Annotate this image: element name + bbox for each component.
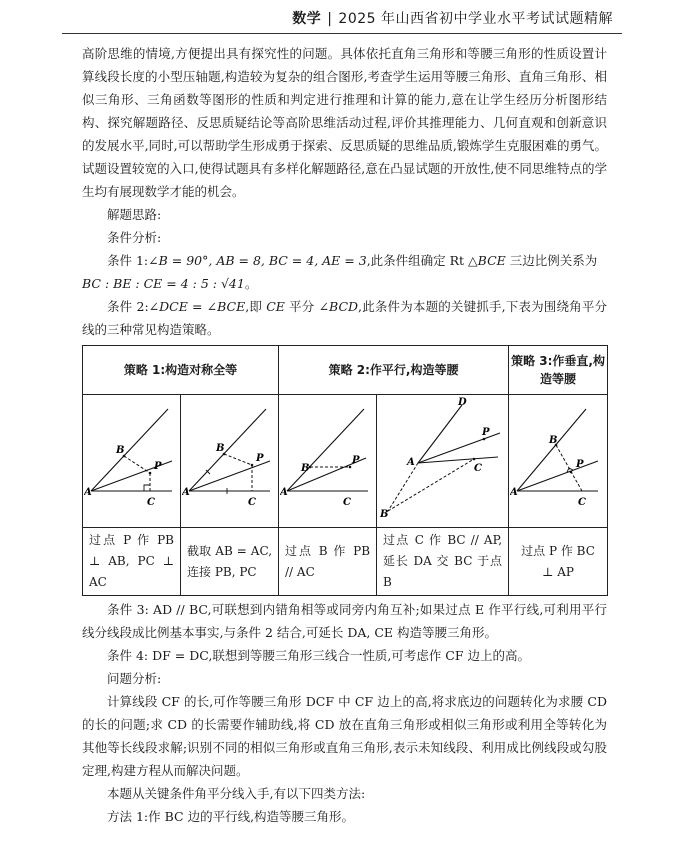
fig3-label-c: C [342, 497, 351, 508]
strategy-3-header: 策略 3:作垂直,构造等腰 [509, 346, 608, 395]
caption-3: 过点 B 作 PB // AC [279, 528, 377, 596]
fig1-label-b: B [115, 445, 124, 456]
strategy-caption-row [83, 528, 608, 596]
figure-3-diagram [280, 395, 376, 519]
condition-1-end: 。 [244, 276, 258, 291]
condition-1-triangle: BCE [477, 253, 506, 268]
strategy-1-header: 策略 1:构造对称全等 [83, 346, 279, 395]
fig2-label-a: A [181, 487, 190, 498]
figure-2-diagram [182, 395, 278, 519]
fig4-label-b: B [379, 509, 388, 519]
condition-3: 条件 3: AD // BC,可联想到内错角相等或同旁内角互补;如果过点 E 作平行线,可利用平行线分线段成比例基本事实,与条件 2 结合,可延长 DA, CE 构造等腰三角形。 [82, 602, 607, 640]
problem-analysis-paragraph: 计算线段 CF 的长,可作等腰三角形 DCF 中 CF 边上的高,将求底边的问题转化为求腰 CD 的长的问题;求 CD 的长需要作辅助线,将 CD 放在直角三角形或相似三角形或利用全等转化为其他等长线段求解;识别不同的相似三角形或直角三角形,表示未知线段、利用成比例线段或勾股定理,构建方程从而解决问题。 [82, 694, 607, 778]
figure-2-cell [181, 395, 279, 528]
fig2-label-p: P [255, 453, 264, 464]
page-header [0, 0, 683, 34]
figure-5-cell [509, 395, 608, 528]
condition-2-ce: CE [266, 299, 285, 314]
condition-2-lead: 条件 2: [107, 299, 149, 314]
fig1-label-p: P [153, 461, 162, 472]
condition-1-mid: ,此条件组确定 Rt △ [366, 253, 478, 268]
header-title [292, 8, 613, 28]
heading-problem-analysis: 问题分析: [107, 671, 162, 686]
header-rule [62, 33, 622, 34]
caption-5: 过点 P 作 BC ⊥ AP [509, 528, 608, 596]
condition-2 [82, 295, 607, 341]
methods-intro: 本题从关键条件角平分线入手,有以下四类方法: [107, 786, 366, 801]
fig4-label-c: C [473, 463, 482, 474]
fig5-label-a: A [510, 487, 518, 498]
header-book-title: 2025 年山西省初中学业水平考试试题精解 [338, 11, 613, 27]
condition-2-tail: ,此条件为本题的关键抓手,下表为围绕角平分线的三种常见构造策略。 [82, 299, 608, 337]
figure-5-diagram [510, 395, 606, 519]
heading-condition-analysis: 条件分析: [107, 230, 162, 245]
condition-2-mid2: 平分 [284, 299, 319, 314]
fig5-label-c: C [578, 497, 586, 508]
page-content [82, 42, 607, 828]
header-subject: 数学 [292, 11, 322, 27]
condition-1-ratio: BC : BE : CE = 4 : 5 : √41 [82, 276, 245, 291]
caption-1: 过点 P 作 PB ⊥ AB, PC ⊥ AC [83, 528, 181, 596]
condition-2-formula: ∠DCE = ∠BCE [148, 299, 246, 314]
fig3-label-b: B [300, 463, 309, 474]
figure-1-diagram [84, 395, 180, 519]
condition-1 [82, 249, 607, 295]
fig1-label-c: C [146, 497, 155, 508]
fig2-label-c: C [247, 497, 256, 508]
condition-1-formula: ∠B = 90°, AB = 8, BC = 4, AE = 3 [148, 253, 367, 268]
figure-1-cell [83, 395, 181, 528]
fig1-label-a: A [83, 487, 92, 498]
condition-4: 条件 4: DF = DC,联想到等腰三角形三线合一性质,可考虑作 CF 边上的高。 [107, 648, 530, 663]
fig5-label-b: B [549, 435, 558, 446]
caption-4: 过点 C 作 BC // AP,延长 DA 交 BC 于点 B [377, 528, 509, 596]
method-1: 方法 1:作 BC 边的平行线,构造等腰三角形。 [107, 809, 355, 824]
fig4-label-d: D [457, 397, 467, 408]
fig4-label-a: A [406, 457, 415, 468]
header-separator: | [327, 11, 333, 27]
heading-solution-idea: 解题思路: [107, 207, 162, 222]
fig5-label-p: P [576, 459, 584, 470]
condition-1-tail: 三边比例关系为 [505, 253, 598, 268]
condition-1-lead: 条件 1: [107, 253, 149, 268]
figure-3-cell [279, 395, 377, 528]
fig3-label-p: P [351, 455, 360, 466]
condition-2-angle: ∠BCD [318, 299, 359, 314]
fig4-label-p: P [481, 427, 490, 438]
strategy-2-header: 策略 2:作平行,构造等腰 [279, 346, 509, 395]
condition-2-mid: ,即 [245, 299, 267, 314]
strategy-figure-row [83, 395, 608, 528]
figure-4-cell [377, 395, 509, 528]
fig2-label-b: B [215, 443, 224, 454]
figure-4-diagram [378, 395, 508, 519]
caption-2: 截取 AB = AC,连接 PB, PC [181, 528, 279, 596]
strategy-header-row [83, 346, 608, 395]
intro-paragraph: 高阶思维的情境,方便提出具有探究性的问题。具体依托直角三角形和等腰三角形的性质设置计算线段长度的小型压轴题,构造较为复杂的组合图形,考查学生运用等腰三角形、直角三角形、相似三角形、三角函数等图形的性质和判定进行推理和计算的能力,意在让学生经历分析图形结构、探究解题路径、反思质疑结论等高阶思维活动过程,评价其推理能力、几何直观和创新意识的发展水平,同时,可以帮助学生形成勇于探索、反思质疑的思维品质,锻炼学生克服困难的勇气。试题设置较宽的入口,使得试题具有多样化解题路径,意在凸显试题的开放性,使不同思维特点的学生均有展现数学才能的机会。 [82, 46, 607, 199]
fig3-label-a: A [279, 487, 288, 498]
strategy-table [82, 345, 608, 596]
